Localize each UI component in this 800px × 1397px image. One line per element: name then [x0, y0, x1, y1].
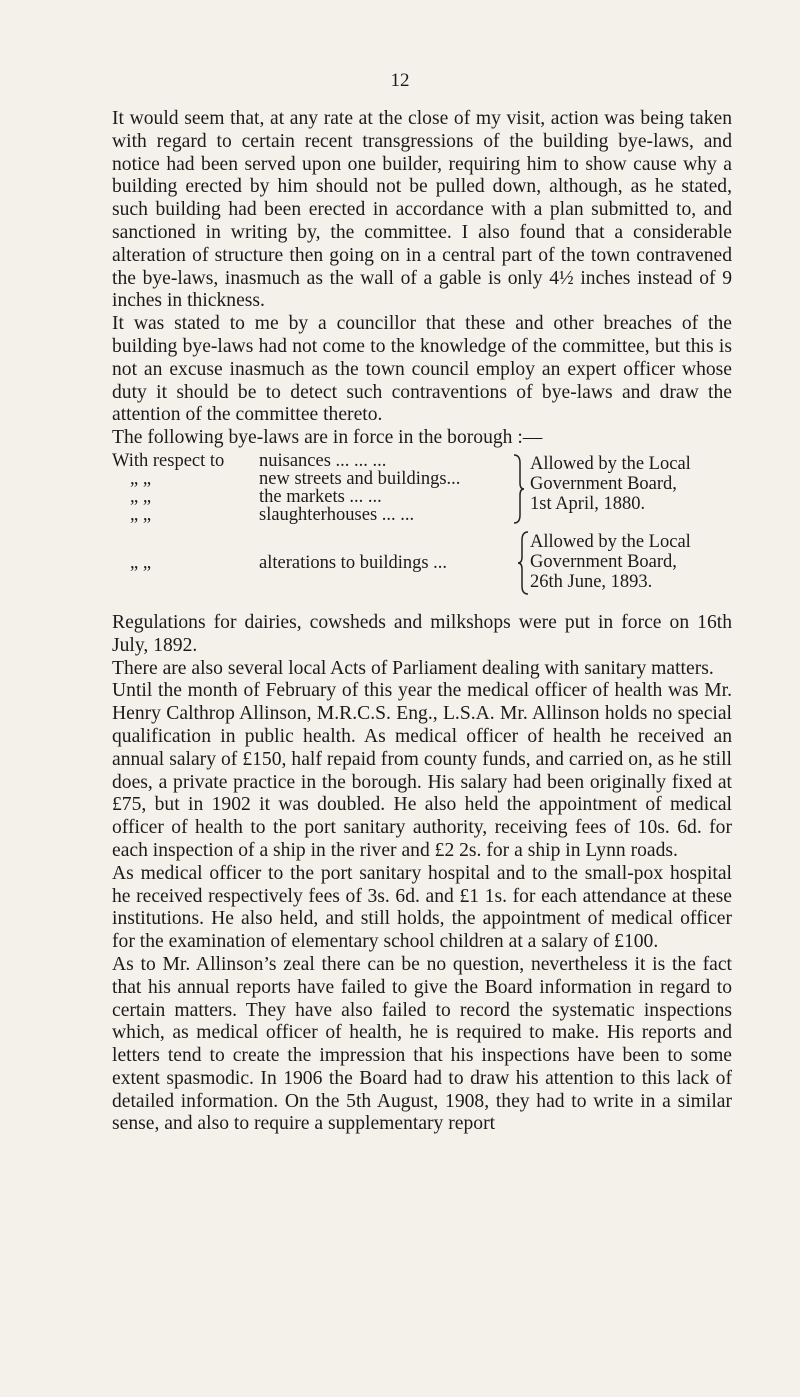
paragraph: Regulations for dairies, cowsheds and milkshops were put in force on 16th July, 1892.	[112, 611, 732, 656]
byelaws-list	[112, 450, 732, 612]
paragraph: Until the month of February of this year the medical officer of health was Mr. Henry Calthrop Allinson, M.R.C.S. Eng., L.S.A. Mr. Allinson holds no special qualification in public health. As medical officer of health he received an annual salary of £150, half repaid from county funds, and carried on, as he still does, a private practice in the borough. His salary had been originally fixed at £75, but in 1902 it was doubled. He also held the appointment of medical officer of health to the port sanitary authority, receiving fees of 10s. 6d. for each inspection of a ship in the river and £2 2s. for a ship in Lynn roads.	[112, 680, 732, 861]
approval-line: Government Board,	[530, 473, 677, 494]
approval-line: Allowed by the Local	[530, 453, 691, 474]
paragraph: The following bye-laws are in force in the borough :—	[112, 427, 543, 449]
ditto-mark: „ „	[130, 504, 152, 525]
byelaw-item: the markets ... ...	[259, 486, 382, 507]
approval-note	[530, 532, 691, 592]
ditto-mark: „ „	[130, 552, 152, 573]
byelaw-item: new streets and buildings...	[259, 468, 461, 489]
paragraph: As to Mr. Allinson’s zeal there can be no question, nevertheless it is the fact that his annual reports have failed to give the Board information in regard to certain matters. They have also failed to record the systematic inspections which, as medical officer of health, he is required to make. His reports and letters tend to create the impression that his inspections have been to some extent spasmodic. In 1906 the Board had to draw his attention to this lack of detailed information. On the 5th August, 1908, they had to write in a similar sense, and also to require a supplementary report	[112, 953, 732, 1135]
approval-line: Government Board,	[530, 551, 677, 572]
page-number: 12	[390, 70, 410, 91]
paragraph: As medical officer to the port sanitary hospital and to the small-pox hospital he received respectively fees of 3s. 6d. and £1 1s. for each attendance at these institutions. He also held, and still holds, the appointment of medical officer for the examination of elementary school children at a salary of £100.	[112, 862, 732, 953]
byelaw-item: slaughterhouses ... ...	[259, 504, 415, 525]
left-brace-icon	[516, 530, 530, 596]
ditto-mark: „ „	[130, 468, 152, 489]
byelaw-item: nuisances ... ... ...	[259, 450, 387, 471]
paragraph: There are also several local Acts of Parliament dealing with sanitary matters.	[112, 657, 714, 679]
byelaws-lead: With respect to	[112, 450, 225, 471]
approval-line: 1st April, 1880.	[530, 493, 646, 514]
ditto-mark: „ „	[130, 486, 152, 507]
approval-line: Allowed by the Local	[530, 531, 691, 552]
body-text	[112, 108, 732, 1136]
paragraph: It would seem that, at any rate at the close of my visit, action was being taken with regard to certain recent transgressions of the building bye-laws, and notice had been served upon one builder, requiring him to show cause why a building erected by him should not be pulled down, although, as he stated, such building had been erected in accordance with a plan submitted to, and sanctioned in writing by, the committee. I also found that a considerable alteration of structure then going on in a central part of the town contravened the bye-laws, inasmuch as the wall of a gable is only 4½ inches instead of 9 inches in thickness.	[112, 108, 732, 312]
paragraph: It was stated to me by a councillor that these and other breaches of the building bye-laws had not come to the knowledge of the committee, but this is not an excuse inasmuch as the town council employ an expert officer whose duty it should be to detect such contraventions of bye-laws and draw the attention of the committee thereto.	[112, 313, 732, 426]
approval-note	[530, 454, 691, 514]
right-brace-icon	[512, 453, 526, 525]
byelaw-item: alterations to buildings ...	[259, 552, 448, 573]
approval-line: 26th June, 1893.	[530, 571, 653, 592]
